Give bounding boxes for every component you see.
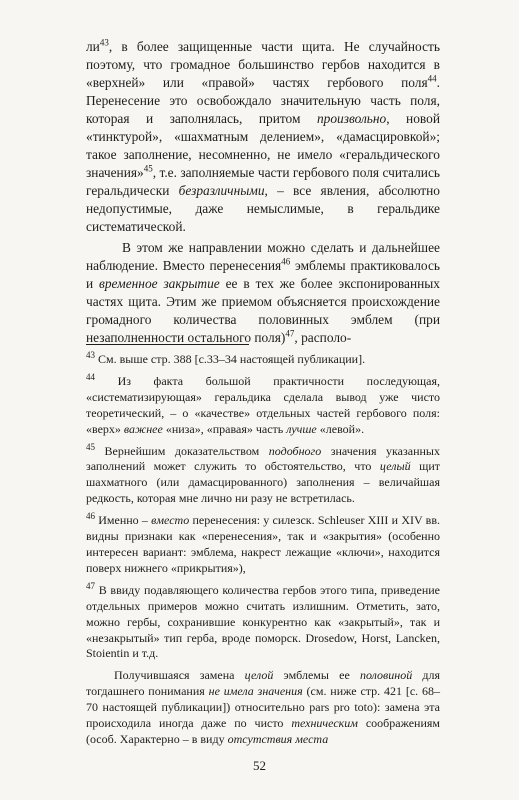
emphasis: лучше <box>286 421 317 436</box>
text-run: значения указанных заполнений может служить то обстоятельство, что <box>86 443 440 474</box>
footnote-45 <box>86 441 440 508</box>
text-run: эмблемы ее <box>273 668 360 683</box>
footnotes <box>86 352 440 748</box>
emphasis: техническим <box>291 716 358 731</box>
footnote-47-continuation <box>86 668 440 748</box>
paragraph <box>86 239 440 347</box>
footnote-44 <box>86 371 441 438</box>
text-run: соображениям (особ. Характерно – в виду <box>86 716 440 746</box>
footnote-number: 44 <box>86 371 95 382</box>
text-run: , располо- <box>294 330 352 345</box>
footnote-separator <box>86 344 249 345</box>
text-run: , – все явления, абсолютно недопустимые, даже немыслимые, в геральдике систематической. <box>86 183 440 234</box>
text-run: . Перенесение это освобождало значительную часть поля, которая и заполнялась, притом <box>86 75 440 126</box>
emphasis: целой <box>244 668 274 683</box>
emphasis: не имела значения <box>208 684 303 699</box>
footnote-number: 45 <box>86 441 95 452</box>
footnote-text: См. выше стр. 388 [с.33–34 настоящей публикации]. <box>98 352 366 366</box>
emphasis: половиной <box>359 668 413 683</box>
footnote-47 <box>86 580 441 663</box>
footnote-text: В ввиду подавляющего количества гербов этого типа, приведение отдельных примеров можно считать излишним. Отметить, зато, можно гербы, сохранившие конкурентно как «закрытый», так и «незакрытый» тип герба, вроде поморск. Drosedow, Horst, Lancken, Stoientin и т.д. <box>86 582 441 661</box>
footnote-ref: 44 <box>427 73 437 84</box>
emphasis: подобного <box>268 443 322 458</box>
footnote-number: 46 <box>86 511 95 522</box>
text-run: Из факта большой практичности последующая, «систематизирующая» геральдика сделала вывод уже чисто теоретический, – о «качестве» отдельных частей гербового поля: «верх» <box>86 373 441 436</box>
text-run: щит шахматного (или дамасцированного) заполнения – величайшая редкость, которая мне лично ни разу не встретилась. <box>86 459 440 506</box>
text-run: Получившаяся замена <box>114 668 245 683</box>
emphasis: вместо <box>151 513 190 528</box>
emphasis: безразличными <box>178 183 265 198</box>
text-run: «левой». <box>316 421 365 436</box>
footnote-ref: 43 <box>99 37 109 48</box>
footnote-number: 43 <box>86 350 95 360</box>
text-run: , в более защищенные части щита. Не случайность поэтому, что громадное большинство гербов находится в «верхней» или «правой» частях гербового поля <box>86 39 440 90</box>
footnote-ref: 45 <box>143 163 153 174</box>
emphasis: важнее <box>123 421 163 436</box>
text-run: Именно – <box>98 513 152 528</box>
footnote-46 <box>86 513 440 577</box>
page-number: 52 <box>253 758 266 773</box>
main-text <box>86 38 440 347</box>
emphasis: временное закрытие <box>99 276 220 291</box>
footnote-ref: 47 <box>285 328 295 339</box>
footnote-43 <box>86 352 440 368</box>
text-run: В этом же направлении можно сделать и дальнейшее наблюдение. Вместо перенесения <box>86 240 440 273</box>
emphasis: отсутствия места <box>227 731 329 746</box>
text-run: перенесения: у силезск. Schleuser XIII и XIV вв. видны признаки как «перенесения», так и «закрытия» (особенно интересен вариант: эмблема, накрест лежащие «ключи», находится поверх нижнего «прикрытия»), <box>86 513 441 575</box>
emphasis: целый <box>379 459 411 474</box>
text-run: ее в тех же более экспонированных частях щита. Этим же приемом объясняется происхождение громадного количества половинных эмблем (при незаполненности остального поля) <box>86 276 440 345</box>
text-run: Вернейшим доказательством <box>104 443 269 458</box>
text-run: ли <box>86 39 100 54</box>
text-run: эмблемы практиковалось и <box>86 258 441 291</box>
emphasis: произвольно <box>316 111 387 126</box>
text-run: для тогдашнего понимания <box>86 668 440 699</box>
text-run: (см. ниже стр. 421 [с. 68–70 настоящей публикации]) относительно pars pro toto): замена эта происходила иногда даже по чисто <box>86 684 441 731</box>
footnote-number: 47 <box>86 580 95 591</box>
text-run: «низа», «правая» часть <box>162 421 287 436</box>
text-run: , т.е. заполняемые части гербового поля считались геральдически <box>86 165 440 198</box>
footnote-ref: 46 <box>281 256 291 267</box>
paragraph <box>86 38 440 236</box>
text-run: , новой «тинктурой», «шахматным делением», «дамасцировкой»; такое заполнение, несомненно, не имело «геральдического значения» <box>86 111 440 180</box>
